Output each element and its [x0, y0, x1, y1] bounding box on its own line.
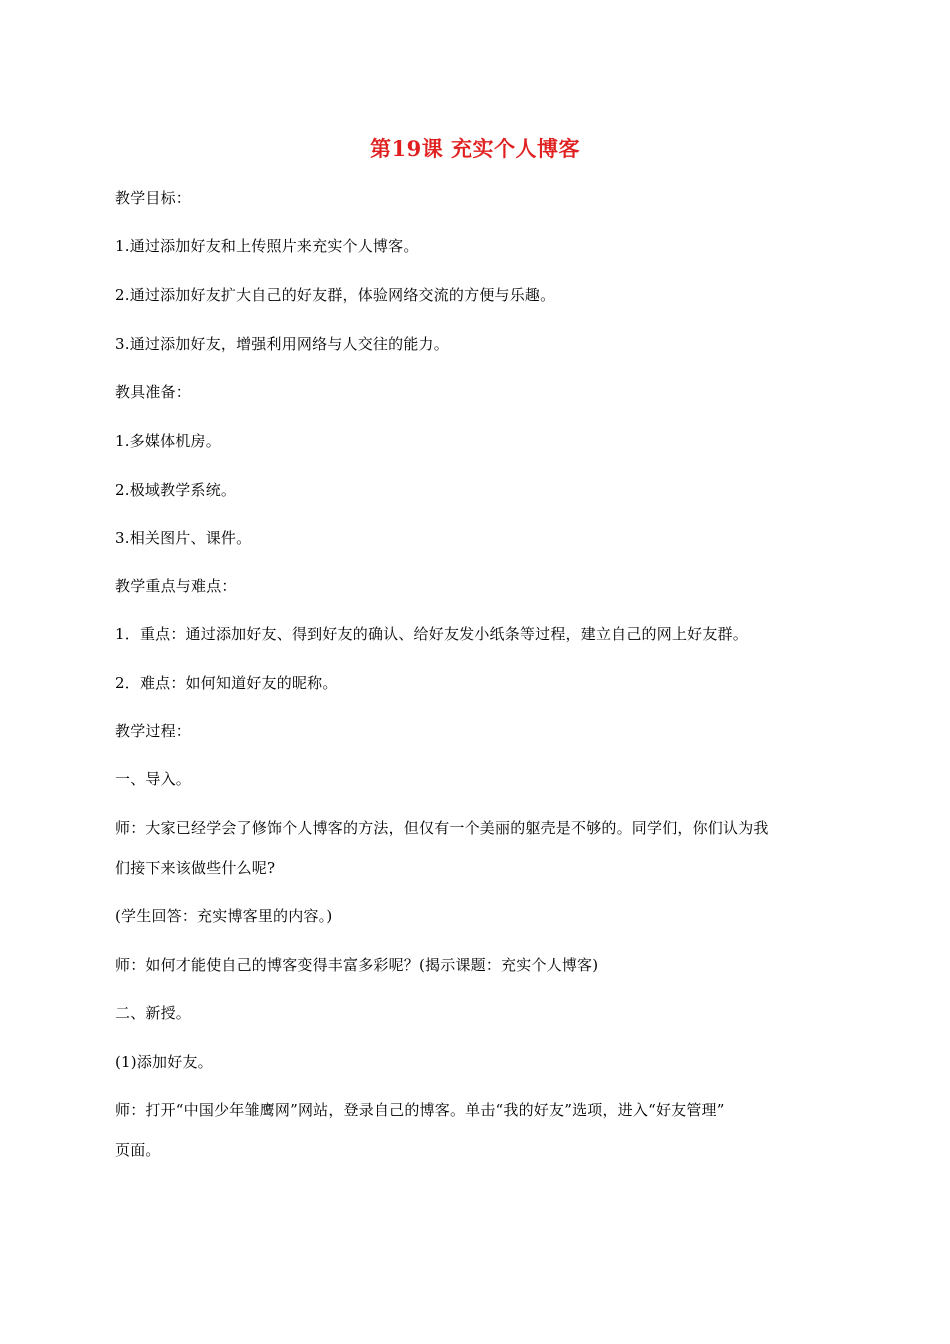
process-step-intro: 一、导入。 [115, 770, 192, 788]
key-point-item-1: 1．重点：通过添加好友、得到好友的确认、给好友发小纸条等过程，建立自己的网上好友群。 [115, 625, 748, 643]
teacher-paragraph-3-line-1: 师：打开“中国少年雏鹰网”网站，登录自己的博客。单击“我的好友”选项，进入“好友管理” [115, 1101, 725, 1119]
section-heading-preparation: 教具准备： [115, 383, 192, 401]
key-point-item-2: 2．难点：如何知道好友的昵称。 [115, 674, 338, 692]
lesson-title: 第19课 充实个人博客 [369, 136, 581, 161]
teacher-paragraph-3-line-2: 页面。 [115, 1141, 161, 1159]
teacher-paragraph-1-line-2: 们接下来该做些什么呢? [115, 859, 276, 877]
student-answer: (学生回答：充实博客里的内容。) [115, 907, 333, 925]
section-heading-objectives: 教学目标： [115, 189, 192, 207]
sub-step-add-friends: (1)添加好友。 [115, 1053, 213, 1071]
preparation-item-2: 2.极域教学系统。 [115, 481, 237, 499]
objective-item-3: 3.通过添加好友，增强利用网络与人交往的能力。 [115, 335, 449, 353]
preparation-item-3: 3.相关图片、课件。 [115, 529, 252, 547]
section-heading-key-points: 教学重点与难点： [115, 577, 237, 595]
teacher-paragraph-1-line-1: 师：大家已经学会了修饰个人博客的方法，但仅有一个美丽的躯壳是不够的。同学们，你们认为我 [115, 819, 769, 837]
process-step-new-lesson: 二、新授。 [115, 1004, 192, 1022]
objective-item-2: 2.通过添加好友扩大自己的好友群，体验网络交流的方便与乐趣。 [115, 286, 556, 304]
preparation-item-1: 1.多媒体机房。 [115, 432, 221, 450]
section-heading-process: 教学过程： [115, 722, 192, 740]
teacher-paragraph-2: 师：如何才能使自己的博客变得丰富多彩呢？(揭示课题：充实个人博客) [115, 956, 599, 974]
objective-item-1: 1.通过添加好友和上传照片来充实个人博客。 [115, 237, 419, 255]
